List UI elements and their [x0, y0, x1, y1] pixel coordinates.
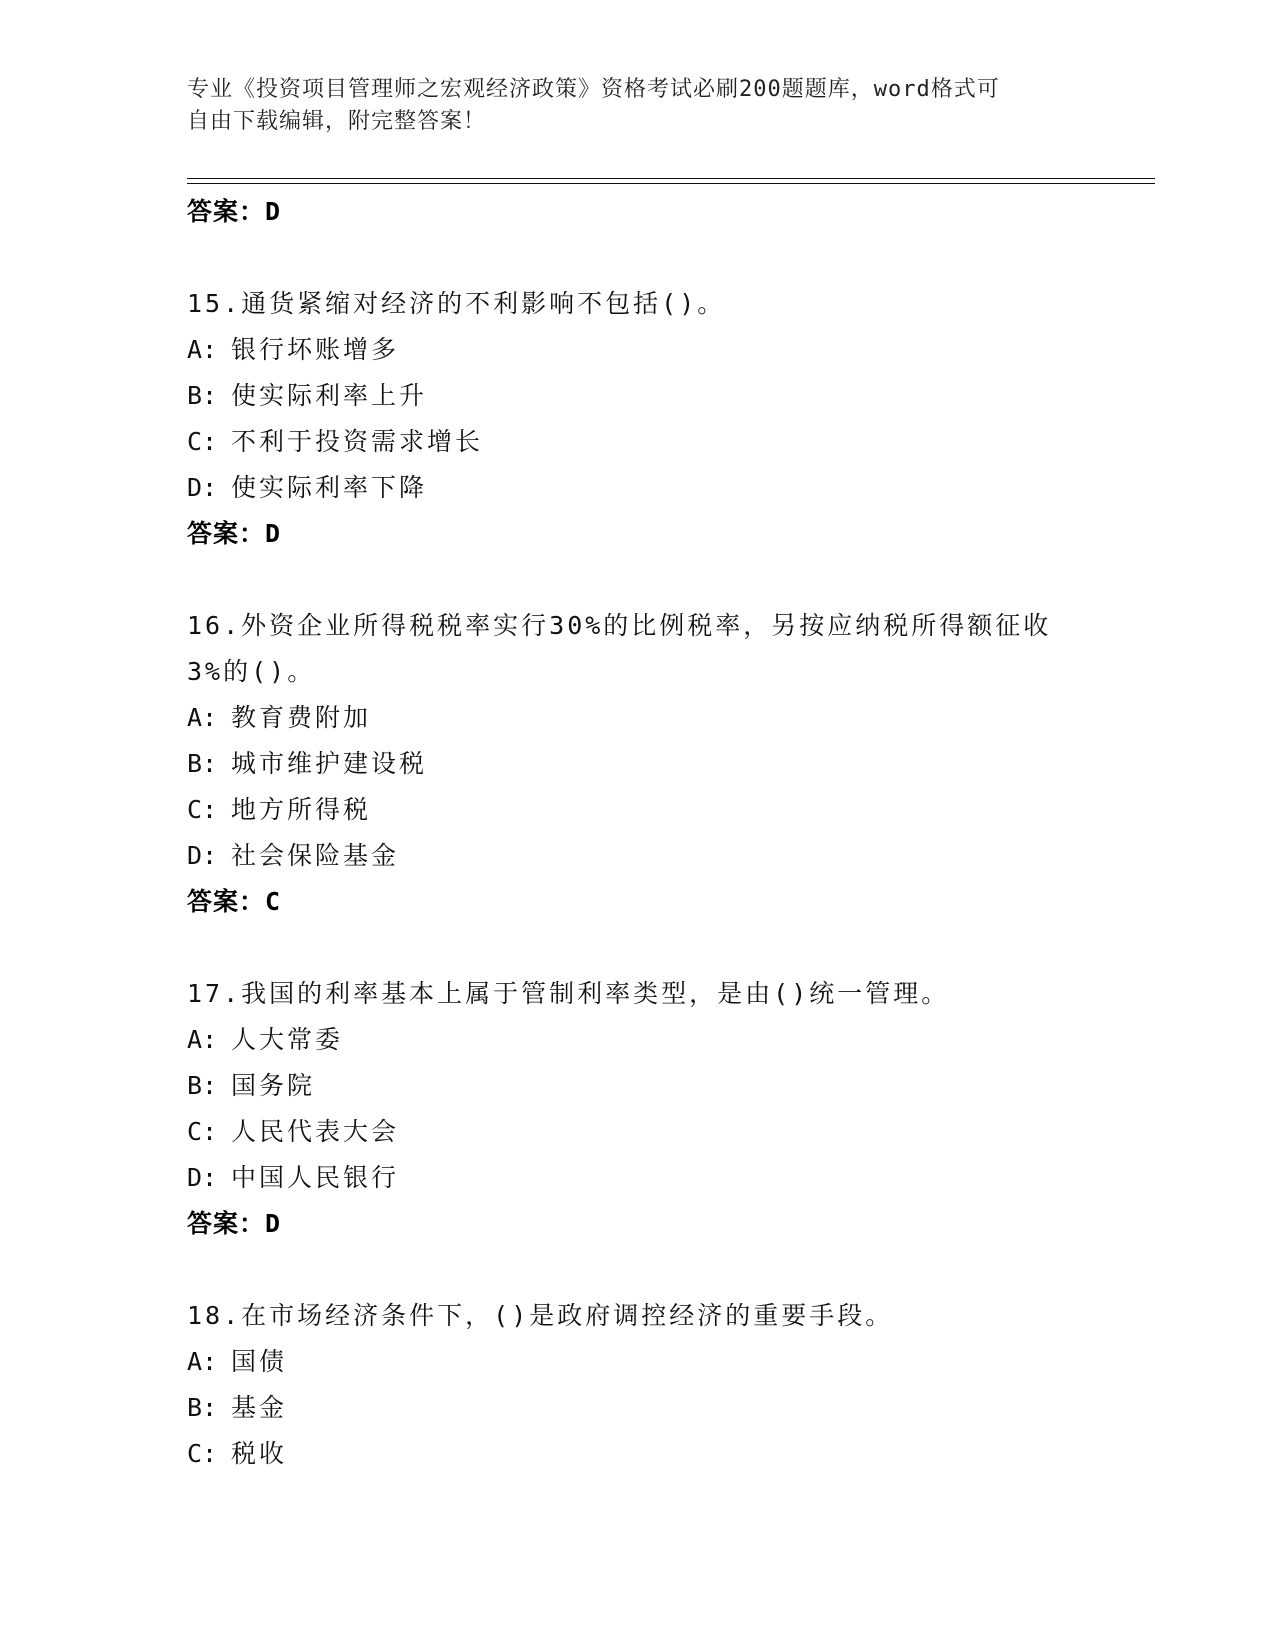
option-letter: C:: [187, 427, 218, 456]
option-b: [187, 1385, 1087, 1431]
option-c: [187, 787, 1087, 833]
option-a: [187, 327, 1087, 373]
option-text: 不利于投资需求增长: [231, 427, 484, 456]
option-a: [187, 1339, 1087, 1385]
option-text: 中国人民银行: [231, 1163, 400, 1192]
question-18: [187, 1293, 1087, 1477]
header-rule-bottom: [187, 183, 1155, 184]
option-letter: D:: [187, 841, 218, 870]
header-rule-top: [187, 178, 1155, 179]
option-letter: B:: [187, 749, 218, 778]
option-b: [187, 373, 1087, 419]
option-a: [187, 1017, 1087, 1063]
question-text: 18.在市场经济条件下，()是政府调控经济的重要手段。: [187, 1301, 894, 1330]
option-c: [187, 419, 1087, 465]
header-line-2: 自由下载编辑，附完整答案！: [187, 109, 487, 134]
option-d: [187, 465, 1087, 511]
question-16: [187, 603, 1087, 925]
option-letter: B:: [187, 1393, 218, 1422]
option-letter: C:: [187, 1439, 218, 1468]
answer-line: 答案：D: [187, 519, 282, 548]
option-text: 城市维护建设税: [231, 749, 428, 778]
document-body: [187, 189, 1087, 1477]
option-letter: A:: [187, 335, 218, 364]
option-text: 教育费附加: [231, 703, 372, 732]
option-letter: B:: [187, 1071, 218, 1100]
option-c: [187, 1109, 1087, 1155]
option-letter: B:: [187, 381, 218, 410]
question-text-line-2: 3%的()。: [187, 657, 316, 686]
option-b: [187, 1063, 1087, 1109]
option-letter: D:: [187, 1163, 218, 1192]
option-letter: C:: [187, 795, 218, 824]
option-text: 基金: [231, 1393, 288, 1422]
option-text: 人大常委: [231, 1025, 344, 1054]
question-text: 17.我国的利率基本上属于管制利率类型，是由()统一管理。: [187, 979, 950, 1008]
option-text: 人民代表大会: [231, 1117, 400, 1146]
answer-line: 答案：C: [187, 887, 282, 916]
header-line-1: 专业《投资项目管理师之宏观经济政策》资格考试必刷200题题库，word格式可: [187, 77, 1000, 102]
option-a: [187, 695, 1087, 741]
question-17: [187, 971, 1087, 1247]
document-header: [187, 74, 1087, 138]
question-text-line-1: 16.外资企业所得税税率实行30%的比例税率，另按应纳税所得额征收: [187, 611, 1052, 640]
option-letter: A:: [187, 703, 218, 732]
option-text: 国债: [231, 1347, 288, 1376]
question-15: [187, 281, 1087, 557]
option-d: [187, 833, 1087, 879]
option-text: 社会保险基金: [231, 841, 400, 870]
option-b: [187, 741, 1087, 787]
option-letter: D:: [187, 473, 218, 502]
option-text: 税收: [231, 1439, 288, 1468]
option-letter: A:: [187, 1025, 218, 1054]
question-text: 15.通货紧缩对经济的不利影响不包括()。: [187, 289, 726, 318]
option-text: 使实际利率上升: [231, 381, 428, 410]
option-text: 地方所得税: [231, 795, 372, 824]
option-c: [187, 1431, 1087, 1477]
option-text: 银行坏账增多: [231, 335, 400, 364]
option-text: 使实际利率下降: [231, 473, 428, 502]
option-text: 国务院: [231, 1071, 316, 1100]
answer-line: 答案：D: [187, 197, 282, 226]
answer-line: 答案：D: [187, 1209, 282, 1238]
option-letter: A:: [187, 1347, 218, 1376]
option-d: [187, 1155, 1087, 1201]
option-letter: C:: [187, 1117, 218, 1146]
